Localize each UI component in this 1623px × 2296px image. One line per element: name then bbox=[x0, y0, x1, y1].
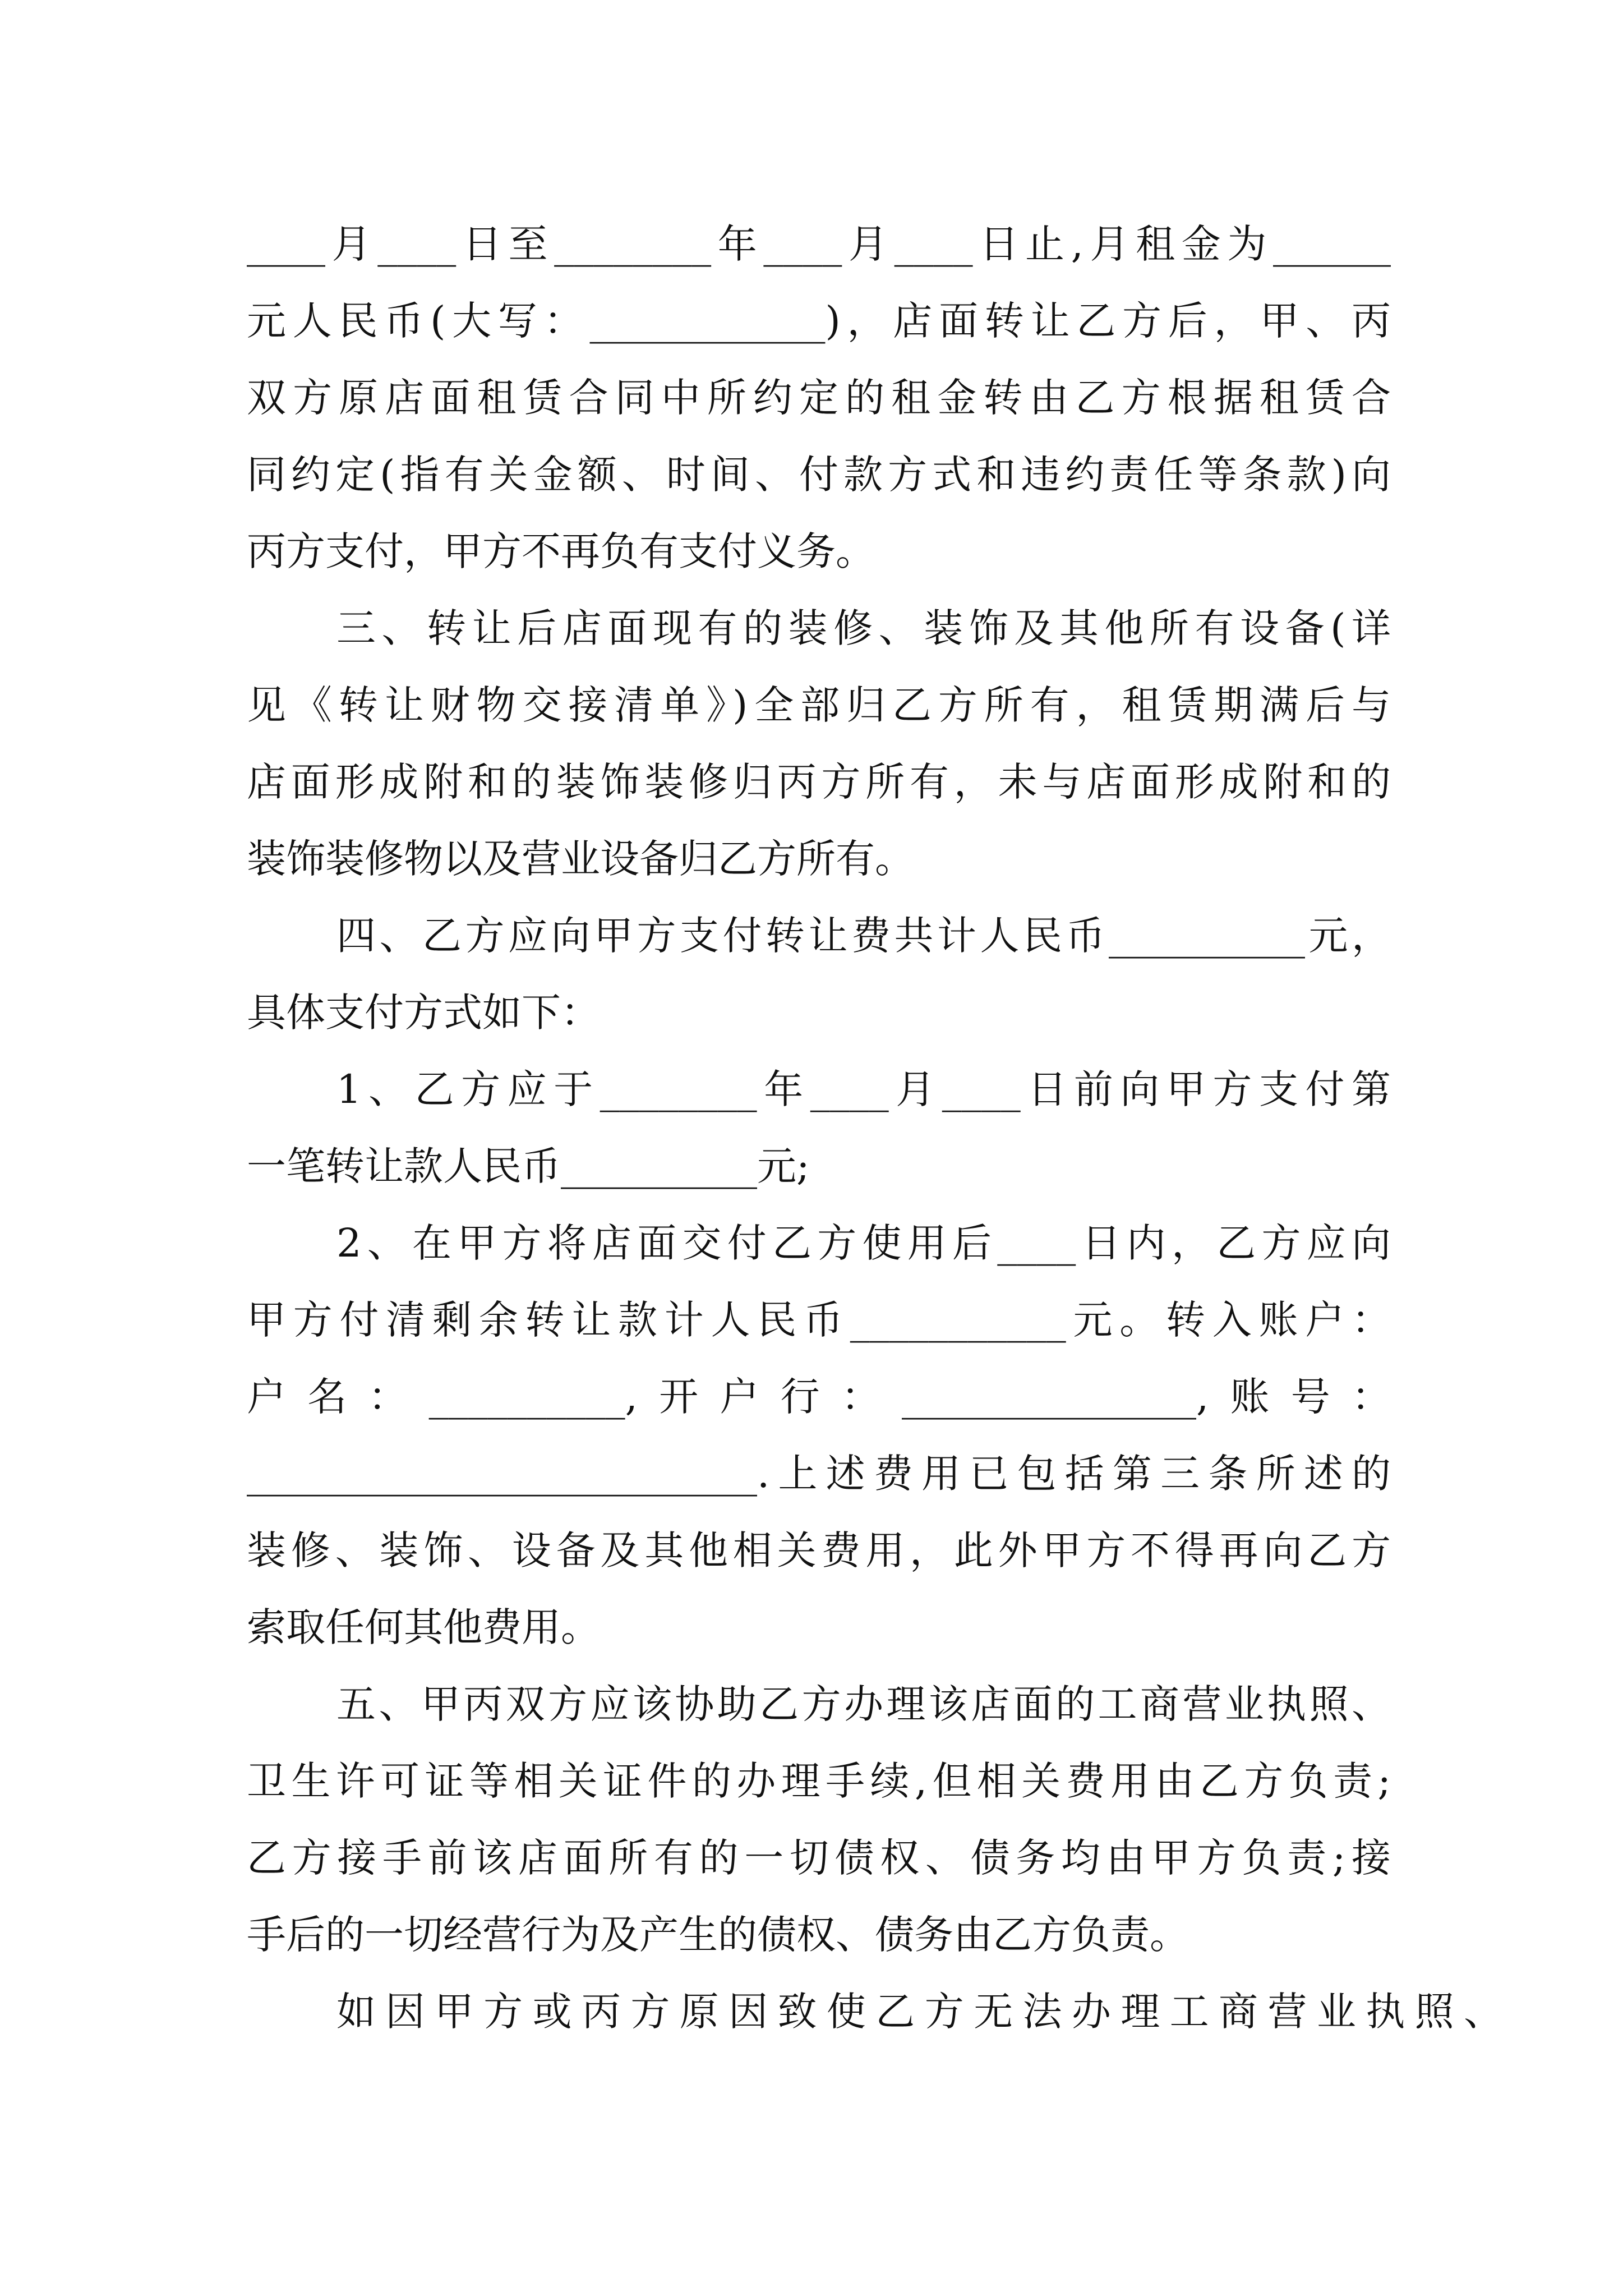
text-line-23: 手后的一切经营行为及产生的债权、债务由乙方负责。 bbox=[247, 1912, 1189, 1958]
text-line-9: 装饰装修物以及营业设备归乙方所有。 bbox=[247, 836, 914, 882]
text-line-20: 五、甲丙双方应该协助乙方办理该店面的工商营业执照、 bbox=[336, 1681, 1391, 1727]
text-line-15: 甲方付清剩余转让款计人民币___________元。转入账户： bbox=[247, 1297, 1391, 1343]
text-line-21: 卫生许可证等相关证件的办理手续,但相关费用由乙方负责; bbox=[247, 1758, 1391, 1804]
text-line-6: 三、转让后店面现有的装修、装饰及其他所有设备(详 bbox=[336, 605, 1391, 651]
text-line-16: 户名：__________,开户行：_______________,账号： bbox=[247, 1374, 1391, 1420]
text-line-5: 丙方支付，甲方不再负有支付义务。 bbox=[247, 528, 875, 574]
text-line-8: 店面形成附和的装饰装修归丙方所有，未与店面形成附和的 bbox=[247, 759, 1391, 805]
text-line-18: 装修、装饰、设备及其他相关费用，此外甲方不得再向乙方 bbox=[247, 1527, 1391, 1573]
text-line-17: __________________________.上述费用已包括第三条所述的 bbox=[247, 1451, 1391, 1497]
text-line-10: 四、乙方应向甲方支付转让费共计人民币__________元， bbox=[336, 913, 1391, 959]
text-line-19: 索取任何其他费用。 bbox=[247, 1604, 600, 1650]
text-line-14: 2、在甲方将店面交付乙方使用后____日内，乙方应向 bbox=[336, 1220, 1391, 1266]
text-line-7: 见《转让财物交接清单》)全部归乙方所有，租赁期满后与 bbox=[247, 682, 1391, 728]
text-line-12: 1、乙方应于________年____月____日前向甲方支付第 bbox=[336, 1066, 1391, 1112]
text-line-3: 双方原店面租赁合同中所约定的租金转由乙方根据租赁合 bbox=[247, 375, 1391, 421]
text-line-2: 元人民币(大写：____________)，店面转让乙方后，甲、丙 bbox=[247, 298, 1391, 344]
text-line-4: 同约定(指有关金额、时间、付款方式和违约责任等条款)向 bbox=[247, 452, 1391, 498]
text-line-13: 一笔转让款人民币__________元; bbox=[247, 1143, 810, 1189]
text-line-1: ____月____日至________年____月____日止,月租金为______ bbox=[247, 221, 1391, 267]
text-line-22: 乙方接手前该店面所有的一切债权、债务均由甲方负责;接 bbox=[247, 1835, 1391, 1881]
text-line-24: 如因甲方或丙方原因致使乙方无法办理工商营业执照、 bbox=[336, 1989, 1503, 2035]
text-line-11: 具体支付方式如下： bbox=[247, 990, 600, 1036]
